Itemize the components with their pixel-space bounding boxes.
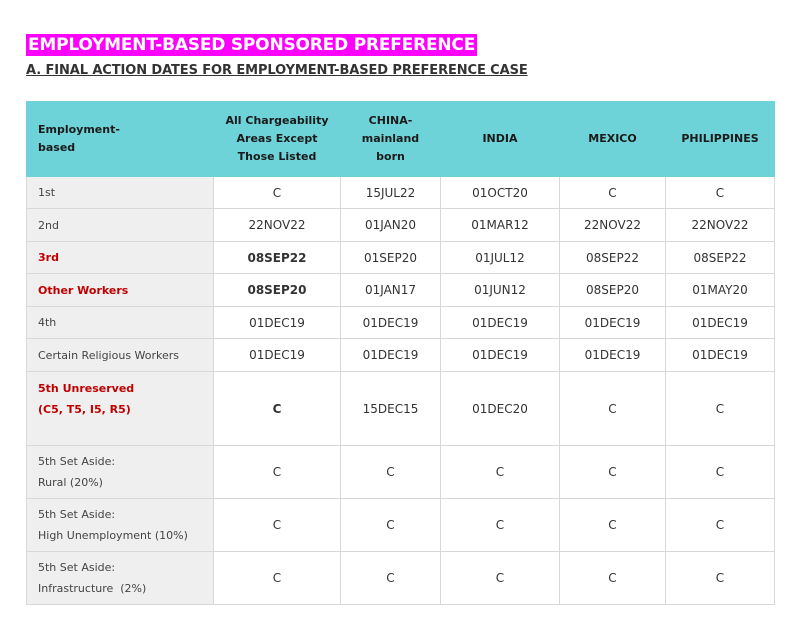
- cell-philippines: C: [666, 499, 775, 552]
- row-category: 1st: [27, 177, 214, 209]
- cell-all-areas: 08SEP22: [214, 242, 341, 274]
- cell-mexico: C: [560, 177, 666, 209]
- cell-china: 01DEC19: [341, 307, 441, 339]
- section-heading: EMPLOYMENT-BASED SPONSORED PREFERENCE: [28, 35, 476, 55]
- row-category: [27, 372, 214, 446]
- final-action-dates-table: [26, 101, 775, 605]
- cell-philippines: 01DEC19: [666, 307, 775, 339]
- cell-mexico: 22NOV22: [560, 209, 666, 242]
- cell-india: C: [441, 499, 560, 552]
- cell-china: 01JAN20: [341, 209, 441, 242]
- cell-china: C: [341, 499, 441, 552]
- category-line: High Unemployment (10%): [38, 529, 188, 542]
- table-row: [27, 499, 775, 552]
- cell-india: 01JUL12: [441, 242, 560, 274]
- cell-mexico: C: [560, 552, 666, 605]
- header-row: [27, 102, 775, 177]
- header-line: based: [38, 141, 76, 154]
- header-line: born: [376, 150, 405, 163]
- header-employment-based: [27, 102, 214, 177]
- cell-philippines: 08SEP22: [666, 242, 775, 274]
- row-category: [27, 446, 214, 499]
- cell-all-areas: C: [214, 499, 341, 552]
- cell-mexico: C: [560, 372, 666, 446]
- cell-china: 15DEC15: [341, 372, 441, 446]
- cell-india: 01JUN12: [441, 274, 560, 307]
- header-line: CHINA-: [368, 114, 413, 127]
- cell-all-areas: C: [214, 177, 341, 209]
- category-line: 5th Unreserved: [38, 382, 135, 395]
- header-all-chargeability: [214, 102, 341, 177]
- cell-philippines: C: [666, 372, 775, 446]
- cell-all-areas: 01DEC19: [214, 307, 341, 339]
- cell-all-areas: C: [214, 552, 341, 605]
- cell-all-areas: 22NOV22: [214, 209, 341, 242]
- category-line: (C5, T5, I5, R5): [38, 403, 131, 416]
- table-row: [27, 242, 775, 274]
- cell-india: 01DEC19: [441, 307, 560, 339]
- cell-india: 01DEC19: [441, 339, 560, 372]
- row-category: [27, 552, 214, 605]
- cell-mexico: 08SEP22: [560, 242, 666, 274]
- header-mexico: MEXICO: [560, 102, 666, 177]
- header-line: Employment-: [38, 123, 120, 136]
- cell-china: C: [341, 552, 441, 605]
- cell-all-areas: C: [214, 446, 341, 499]
- header-philippines: PHILIPPINES: [666, 102, 775, 177]
- table-row: [27, 339, 775, 372]
- header-line: mainland: [361, 132, 420, 145]
- row-category: 2nd: [27, 209, 214, 242]
- cell-all-areas: C: [214, 372, 341, 446]
- cell-mexico: C: [560, 499, 666, 552]
- cell-mexico: 08SEP20: [560, 274, 666, 307]
- cell-china: 15JUL22: [341, 177, 441, 209]
- cell-india: C: [441, 446, 560, 499]
- cell-philippines: C: [666, 446, 775, 499]
- row-category: 4th: [27, 307, 214, 339]
- cell-philippines: 01DEC19: [666, 339, 775, 372]
- cell-philippines: C: [666, 552, 775, 605]
- table-row: [27, 274, 775, 307]
- row-category: 3rd: [27, 242, 214, 274]
- table-row: [27, 372, 775, 446]
- header-line: Those Listed: [237, 150, 317, 163]
- table-subheading: A. FINAL ACTION DATES FOR EMPLOYMENT-BASED PREFERENCE CASE: [26, 63, 528, 78]
- cell-mexico: 01DEC19: [560, 339, 666, 372]
- row-category: Certain Religious Workers: [27, 339, 214, 372]
- cell-all-areas: 01DEC19: [214, 339, 341, 372]
- header-china: [341, 102, 441, 177]
- header-line: Areas Except: [236, 132, 318, 145]
- row-category: Other Workers: [27, 274, 214, 307]
- category-line: 5th Set Aside:: [38, 561, 116, 574]
- header-line: All Chargeability: [225, 114, 329, 127]
- cell-india: 01DEC20: [441, 372, 560, 446]
- cell-china: C: [341, 446, 441, 499]
- cell-philippines: 22NOV22: [666, 209, 775, 242]
- cell-india: C: [441, 552, 560, 605]
- category-line: 5th Set Aside:: [38, 508, 116, 521]
- cell-china: 01JAN17: [341, 274, 441, 307]
- table-row: [27, 177, 775, 209]
- row-category: [27, 499, 214, 552]
- cell-mexico: C: [560, 446, 666, 499]
- cell-philippines: C: [666, 177, 775, 209]
- header-india: INDIA: [441, 102, 560, 177]
- cell-india: 01OCT20: [441, 177, 560, 209]
- table-row: [27, 209, 775, 242]
- cell-china: 01SEP20: [341, 242, 441, 274]
- category-line: 5th Set Aside:: [38, 455, 116, 468]
- cell-india: 01MAR12: [441, 209, 560, 242]
- table-row: [27, 552, 775, 605]
- category-line: Rural (20%): [38, 476, 103, 489]
- cell-all-areas: 08SEP20: [214, 274, 341, 307]
- table-row: [27, 307, 775, 339]
- cell-china: 01DEC19: [341, 339, 441, 372]
- cell-mexico: 01DEC19: [560, 307, 666, 339]
- category-line: Infrastructure (2%): [38, 582, 147, 595]
- cell-philippines: 01MAY20: [666, 274, 775, 307]
- table-row: [27, 446, 775, 499]
